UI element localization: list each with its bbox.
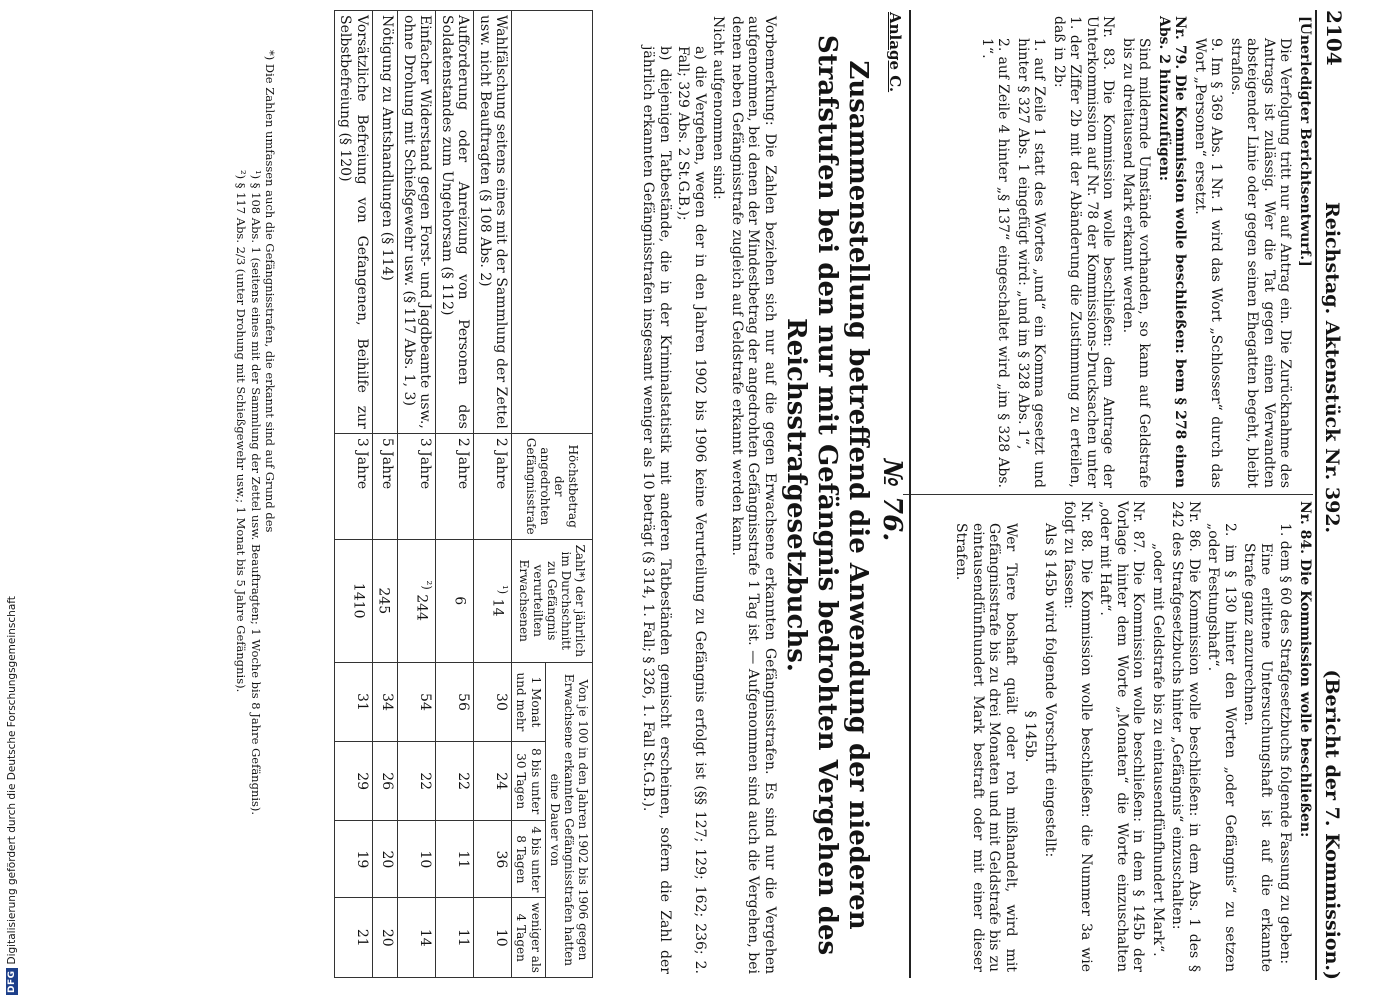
left-paragraph: 2. auf Zeile 4 hinter „§ 137“ eingeschaltet wird „im § 328 Abs. 1“. — [978, 38, 1012, 488]
row-value: 31 — [334, 662, 372, 741]
table-header-row — [545, 11, 592, 978]
row-count-value: 6 — [451, 596, 468, 606]
row-count-value: 245 — [375, 587, 392, 615]
row-max: 3 Jahre — [334, 433, 372, 539]
row-value: 34 — [372, 662, 397, 741]
right-paragraph: Nr. 87. Die Kommission wolle beschließen: in dem § 145b der Vorlage hinter dem Worte „Monaten“ die Worte einzuschalten „oder mit Haft“. — [1097, 501, 1147, 972]
row-max: 5 Jahre — [372, 433, 397, 539]
left-paragraph: Sind mildernde Umstände vorhanden, so kann auf Geldstrafe bis zu dreitausend Mark erkannt werden. — [1119, 38, 1153, 488]
row-value: 54 — [398, 662, 436, 741]
row-value: 14 — [398, 898, 436, 978]
row-value: 26 — [372, 742, 397, 821]
row-desc: Einfacher Widerstand gegen Forst- und Jagdbeamte usw., ohne Drohung mit Schießgewehr usw. (§ 117 Abs. 1, 3) — [398, 11, 436, 434]
header-center: Reichstag. Aktenstück Nr. 392. — [1321, 202, 1344, 534]
row-count-value: 1410 — [350, 582, 367, 619]
row-max: 2 Jahre — [436, 433, 474, 539]
table-row — [398, 11, 436, 978]
left-paragraph: Nr. 83. Die Kommission wolle beschließen: dem Antrage der Unterkommission auf Nr. 78 der Kommissions-Drucksachen unter 1. der Ziffer 2b mit der Abänderung die Zustimmung zu erteilen, daß in 2b: — [1050, 16, 1117, 488]
left-paragraph: 9. Im § 369 Abs. 1 Nr. 1 wird das Wort „Schlosser“ durch das Wort „Personen“ ersetzt. — [1191, 38, 1225, 488]
row-count — [474, 539, 512, 662]
header-group: Von je 100 in den Jahren 1902 bis 1906 gegen Erwachsene erkannten Gefängnisstrafen hatten eine Dauer von — [545, 662, 592, 977]
row-value: 19 — [334, 821, 372, 898]
digitization-text: Digitalisierung gefördert durch die Deutsche Forschungsgemeinschaft — [6, 596, 18, 965]
row-desc: Vorsätzliche Befreiung von Gefangenen, Beihilfe zur Selbstbefreiung (§ 120) — [334, 11, 372, 434]
row-max: 3 Jahre — [398, 433, 436, 539]
document-number: № 76. — [877, 458, 907, 542]
body-paragraph: Vorbemerkung: Die Zahlen beziehen sich nur auf die gegen Erwachsene erkannten Gefängnisstrafen. Es sind nur die Vergehen aufgenommen, bei denen der Mindestbetrag der angedrohten Gefängnisstrafe 1 Tag ist. — Aufgenommen sind auch die Vergehen, bei denen neben Gefängnisstrafe zugleich auf Geldstrafe erkannt werden kann. — [728, 16, 778, 974]
row-count — [398, 539, 436, 662]
main-title: Zusammenstellung betreffend die Anwendung der niederen Strafstufen bei den nur mit Gefängnis bedrohten Vergehen des Reichsstrafgesetzbuchs. — [780, 34, 873, 956]
row-count-value: 14 — [489, 598, 506, 617]
header-count: Zahl*) der jährlich im Durchschnitt zu Gefängnis verurteilten Erwachsenen — [512, 539, 593, 662]
body-paragraph: a) die Vergehen, wegen der in den Jahren 1902 bis 1906 keine Verurteilung zu Gefängnis erfolgt ist (§§ 127; 129; 162; 236; 2. Fall; 329 Abs. 2 St.G.B.); — [675, 46, 708, 974]
running-header — [1315, 10, 1347, 980]
row-value: 22 — [398, 742, 436, 821]
row-value: 11 — [436, 821, 474, 898]
row-value: 21 — [334, 898, 372, 978]
right-paragraph: Eine erlittene Untersuchungshaft ist auf die erkannte Strafe ganz anzurechnen. — [1241, 543, 1274, 972]
table-row — [436, 11, 474, 978]
row-count-value: 244 — [413, 594, 430, 621]
left-paragraph: 1. auf Zeile 1 statt des Wortes „und“ ein Komma gesetzt und hinter § 327 Abs. 1 eingefügt wird: „und im § 328 Abs. 1“, — [1014, 38, 1048, 488]
right-paragraph: Nr. 84. Die Kommission wolle beschließen: — [1297, 501, 1313, 838]
row-value: 36 — [474, 821, 512, 898]
row-count — [436, 539, 474, 662]
scanned-page — [23, 0, 1383, 1000]
header-max: Höchstbetrag der angedrohten Gefängnisstrafe — [512, 433, 593, 539]
row-value: 11 — [436, 898, 474, 978]
left-paragraph: Die Verfolgung tritt nur auf Antrag ein. Die Zurücknahme des Antrags ist zulässig. Wer die Tat gegen einen Verwandten absteigender Linie oder gegen seinen Ehegatten begeht, bleibt straflos. — [1227, 38, 1294, 488]
anlage-label: Anlage C. — [886, 12, 904, 93]
row-value: 22 — [436, 742, 474, 821]
section-divider — [909, 10, 911, 978]
bracket-note: [Unerledigter Berichtsentwurf.] — [1297, 16, 1313, 267]
subheader: 4 bis unter 8 Tagen — [512, 821, 545, 898]
row-value: 10 — [398, 821, 436, 898]
footnote: *) Die Zahlen umfassen auch die Gefängnisstrafen, die erkannt sind auf Grund des — [263, 50, 277, 533]
body-paragraph: b) diejenigen Tatbestände, die in der Kriminalstatistik mit anderen Tatbeständen gemischt erscheinen, sofern die Zahl der jährlich erkannten Gefängnisstrafen insgesamt weniger als 10 beträgt (§ 314, 1. Fall; § 326, 1. Fall St.G.B.). — [640, 46, 673, 974]
row-desc: Nötigung zu Amtshandlungen (§ 114) — [372, 11, 397, 434]
row-value: 56 — [436, 662, 474, 741]
preliminary-remarks — [638, 16, 778, 974]
row-value: 24 — [474, 742, 512, 821]
row-value: 20 — [372, 821, 397, 898]
row-desc: Aufforderung oder Anreizung von Personen des Soldatenstandes zum Ungehorsam (§ 112) — [436, 11, 474, 434]
row-mark: ¹) — [496, 584, 511, 595]
row-count — [334, 539, 372, 662]
footnotes — [234, 50, 277, 970]
row-max: 2 Jahre — [474, 433, 512, 539]
row-value: 30 — [474, 662, 512, 741]
right-paragraph: „oder mit Geldstrafe bis zu eintausendfünfhundert Mark“. — [1149, 543, 1166, 957]
left-column — [903, 10, 1313, 494]
row-count — [372, 539, 397, 662]
row-mark: ²) — [420, 580, 435, 590]
table-row — [334, 11, 372, 978]
table-row — [474, 11, 512, 978]
row-value: 10 — [474, 898, 512, 978]
subheader: 8 bis unter 30 Tagen — [512, 742, 545, 821]
page-number: 2104 — [1321, 10, 1346, 66]
footnote: ¹) § 108 Abs. 1 (seitens eines mit der Sammlung der Zettel usw. Beauftragten; 1 Woche bis 8 Jahre Gefängnis). — [248, 170, 263, 816]
row-value: 20 — [372, 898, 397, 978]
dfg-logo: DFG — [7, 970, 17, 993]
digitization-note — [3, 0, 21, 995]
subheader: weniger als 4 Tagen — [512, 898, 545, 978]
right-paragraph: Nr. 86. Die Kommission wolle beschließen: in dem Abs. 1 des § 242 des Strafgesetzbuchs hinter „Gefängnis“ einzuschalten: — [1169, 501, 1202, 972]
footnote: ²) § 117 Abs. 2/3 (unter Drohung mit Schießgewehr usw.; 1 Monat bis 5 Jahre Gefängnis). — [234, 170, 249, 693]
right-paragraph: 2. im § 130 hinter den Worten „oder Gefängnis“ zu setzen „oder Festungshaft“. — [1205, 523, 1238, 972]
right-column — [903, 494, 1313, 978]
right-paragraph: Als § 145b wird folgende Vorschrift eingestellt: — [1041, 523, 1058, 858]
right-paragraph: § 145b. — [1022, 710, 1039, 763]
right-paragraph: 1. dem § 60 des Strafgesetzbuchs folgende Fassung zu geben: — [1277, 523, 1294, 965]
right-paragraph: Nr. 88. Die Kommission wolle beschließen: die Nummer 3a wie folgt zu fassen: — [1061, 501, 1094, 972]
header-right: (Bericht der 7. Kommission.) — [1321, 669, 1344, 980]
right-paragraph: Wer Tiere boshaft quält oder roh mißhandelt, wird mit Gefängnisstrafe bis zu drei Monaten und mit Geldstrafe bis zu eintausendfünfhundert Mark bestraft oder mit einer dieser Strafen. — [953, 523, 1019, 972]
body-paragraph: Nicht aufgenommen sind: — [710, 16, 727, 200]
header-desc — [512, 11, 593, 434]
left-paragraph: Nr. 79. Die Kommission wolle beschließen: bem § 278 einen Abs. 2 hinzuzufügen: — [1155, 16, 1189, 488]
subheader: 1 Monat und mehr — [512, 662, 545, 741]
two-columns — [903, 10, 1313, 978]
row-desc: Wahlfälschung seitens eines mit der Sammlung der Zettel usw. nicht Beauftragten (§ 108 Abs. 2) — [474, 11, 512, 434]
statistics-table — [334, 10, 593, 978]
row-value: 29 — [334, 742, 372, 821]
table-row — [372, 11, 397, 978]
